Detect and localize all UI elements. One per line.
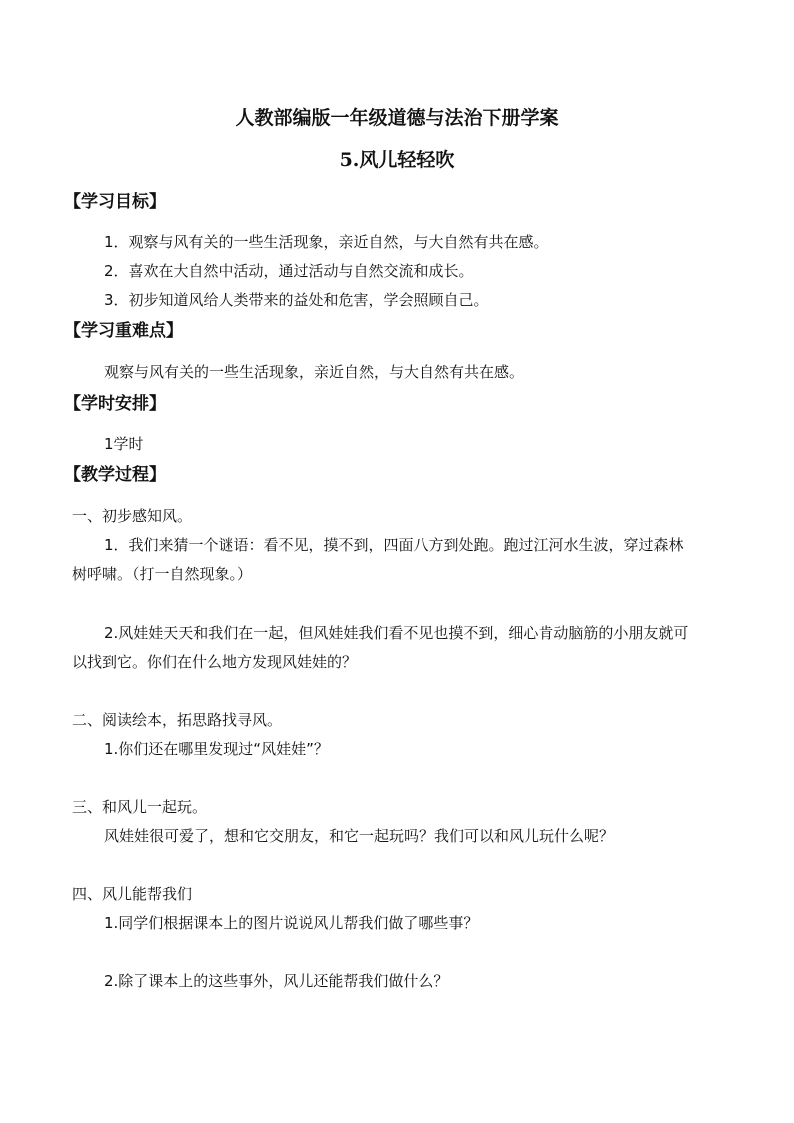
goals-heading: 【学习目标】 <box>64 192 166 212</box>
part1-item2-line1: 2.风娃娃天天和我们在一起，但风娃娃我们看不见也摸不到，细心肯动脑筋的小朋友就可 <box>104 624 689 642</box>
part4-item2: 2.除了课本上的这些事外，风儿还能帮我们做什么？ <box>104 972 449 990</box>
key-points-heading: 【学习重难点】 <box>64 321 183 341</box>
part1-item2-line2: 以找到它。你们在什么地方发现风娃娃的？ <box>72 653 358 671</box>
goal-item-1: 1．观察与风有关的一些生活现象，亲近自然，与大自然有共在感。 <box>104 233 549 251</box>
part1-title: 一、初步感知风。 <box>72 507 193 525</box>
lesson-title: 5.风儿轻轻吹 <box>339 149 455 171</box>
part2-item1: 1.你们还在哪里发现过“风娃娃”？ <box>104 740 329 758</box>
schedule-heading: 【学时安排】 <box>64 394 166 414</box>
part2-title: 二、阅读绘本，拓思路找寻风。 <box>72 711 283 729</box>
goal-item-3: 3．初步知道风给人类带来的益处和危害，学会照顾自己。 <box>104 291 489 309</box>
part3-text: 风娃娃很可爱了，想和它交朋友，和它一起玩吗？我们可以和风儿玩什么呢？ <box>104 827 615 845</box>
goal-item-2: 2．喜欢在大自然中活动，通过活动与自然交流和成长。 <box>104 262 474 280</box>
schedule-text: 1学时 <box>104 435 144 453</box>
part4-item1: 1.同学们根据课本上的图片说说风儿帮我们做了哪些事？ <box>104 914 479 932</box>
part1-item1-line1: 1．我们来猜一个谜语：看不见，摸不到，四面八方到处跑。跑过江河水生波，穿过森林 <box>104 536 684 554</box>
process-heading: 【教学过程】 <box>64 465 166 485</box>
part1-item1-line2: 树呼啸。（打一自然现象。） <box>72 565 253 583</box>
key-points-text: 观察与风有关的一些生活现象，亲近自然，与大自然有共在感。 <box>104 363 525 381</box>
part3-title: 三、和风儿一起玩。 <box>72 798 208 816</box>
document-title: 人教部编版一年级道德与法治下册学案 <box>235 107 559 129</box>
part4-title: 四、风儿能帮我们 <box>72 885 193 903</box>
